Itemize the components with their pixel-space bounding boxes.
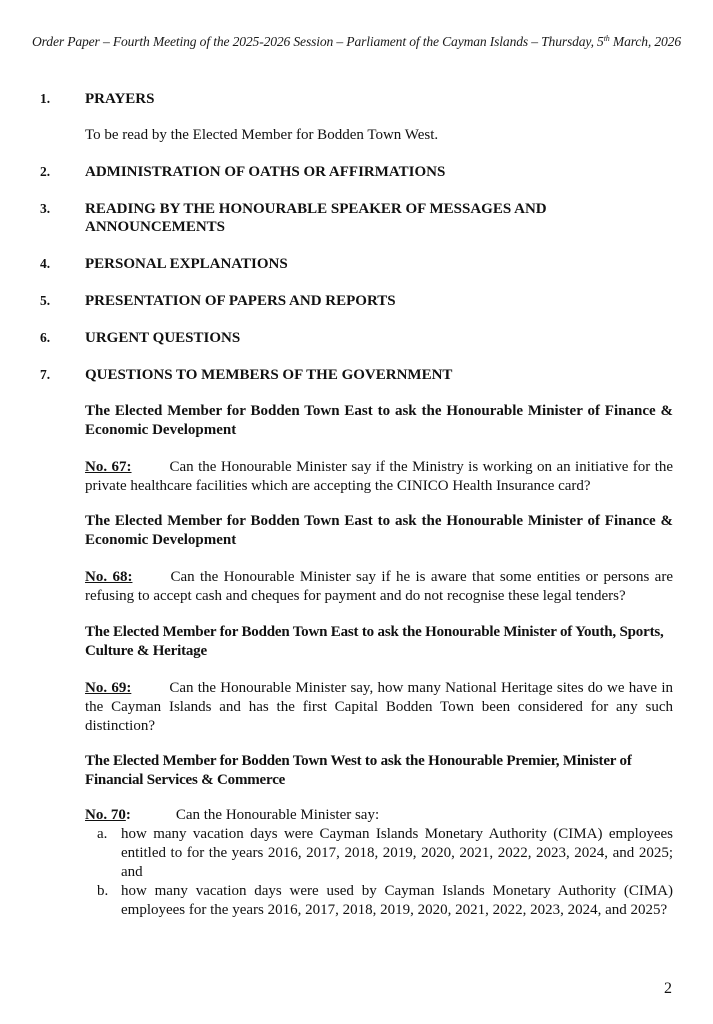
item-title: PERSONAL EXPLANATIONS xyxy=(85,256,288,272)
question-text: Can the Honourable Minister say if the Ministry is working on an initiative for the private healthcare facilities which are accepting the CINICO Health Insurance card? xyxy=(85,459,674,494)
agenda-item-personal-explanations xyxy=(40,255,672,273)
header-prefix: Order Paper – Fourth Meeting of the 2025-2026 Session – Parliament of the Cayman Islands – Thursday, 5 xyxy=(32,34,604,49)
question-text: Can the Honourable Minister say if he is aware that some entities or persons are refusing to accept cash and cheques for payment and do not recognise these legal tenders? xyxy=(85,569,673,604)
question-68 xyxy=(85,568,673,606)
item-number: 6. xyxy=(40,330,51,345)
item-title: READING BY THE HONOURABLE SPEAKER OF MESSAGES AND ANNOUNCEMENTS xyxy=(85,201,547,235)
item-number: 1. xyxy=(40,91,51,106)
item-title: ADMINISTRATION OF OATHS OR AFFIRMATIONS xyxy=(85,164,446,180)
question-67 xyxy=(85,458,673,496)
question-asker: The Elected Member for Bodden Town East to ask the Honourable Minister of Finance & Economic Development xyxy=(85,403,673,438)
question-text: Can the Honourable Minister say: xyxy=(175,807,380,823)
agenda-item-papers-reports xyxy=(40,292,672,310)
subitem-b xyxy=(85,882,673,920)
question-70-subitems xyxy=(85,825,673,920)
running-header xyxy=(0,34,713,50)
item-number: 2. xyxy=(40,164,51,179)
question-number-colon: : xyxy=(125,807,131,823)
subitem-marker: b. xyxy=(97,883,109,899)
prayers-note: To be read by the Elected Member for Bodden Town West. xyxy=(85,127,439,143)
header-superscript: th xyxy=(603,34,610,43)
item-number: 7. xyxy=(40,367,51,382)
item-title: QUESTIONS TO MEMBERS OF THE GOVERNMENT xyxy=(85,367,453,383)
item-title: PRAYERS xyxy=(85,91,155,107)
agenda-item-government-questions xyxy=(40,366,672,384)
question-70 xyxy=(85,806,673,825)
question-number: No. 67: xyxy=(85,459,132,475)
subitem-marker: a. xyxy=(97,826,108,842)
item-title: PRESENTATION OF PAPERS AND REPORTS xyxy=(85,293,396,309)
question-asker: The Elected Member for Bodden Town East to ask the Honourable Minister of Finance & Economic Development xyxy=(85,513,673,548)
item-title: URGENT QUESTIONS xyxy=(85,330,241,346)
question-number: No. 69: xyxy=(85,680,132,696)
agenda-item-urgent-questions xyxy=(40,329,672,347)
item-number: 3. xyxy=(40,201,51,216)
question-text: Can the Honourable Minister say, how many National Heritage sites do we have in the Cayman Islands and has the first Capital Bodden Town been considered for any such distinction? xyxy=(85,680,674,734)
agenda-item-speaker-messages xyxy=(40,200,600,236)
agenda-item-oaths xyxy=(40,163,672,181)
question-asker: The Elected Member for Bodden Town West to ask the Honourable Premier, Minister of Financial Services & Commerce xyxy=(85,753,632,788)
header-suffix: March, 2026 xyxy=(609,34,681,49)
question-asker: The Elected Member for Bodden Town East to ask the Honourable Minister of Youth, Sports, Culture & Heritage xyxy=(85,624,664,659)
subitem-a xyxy=(85,825,673,882)
item-number: 4. xyxy=(40,256,51,271)
question-69 xyxy=(85,679,673,736)
item-number: 5. xyxy=(40,293,51,308)
subitem-text: how many vacation days were used by Cayman Islands Monetary Authority (CIMA) employees for the years 2016, 2017, 2018, 2019, 2020, 2021, 2022, 2023, 2024, and 2025? xyxy=(121,883,673,918)
subitem-text: how many vacation days were Cayman Islands Monetary Authority (CIMA) employees entitled to for the years 2016, 2017, 2018, 2019, 2020, 2021, 2022, 2023, 2024, and 2025; and xyxy=(121,826,673,880)
question-number: No. 68: xyxy=(85,569,133,585)
question-number: No. 70 xyxy=(85,807,126,823)
page-number: 2 xyxy=(664,980,672,997)
agenda-item-prayers xyxy=(40,90,672,108)
